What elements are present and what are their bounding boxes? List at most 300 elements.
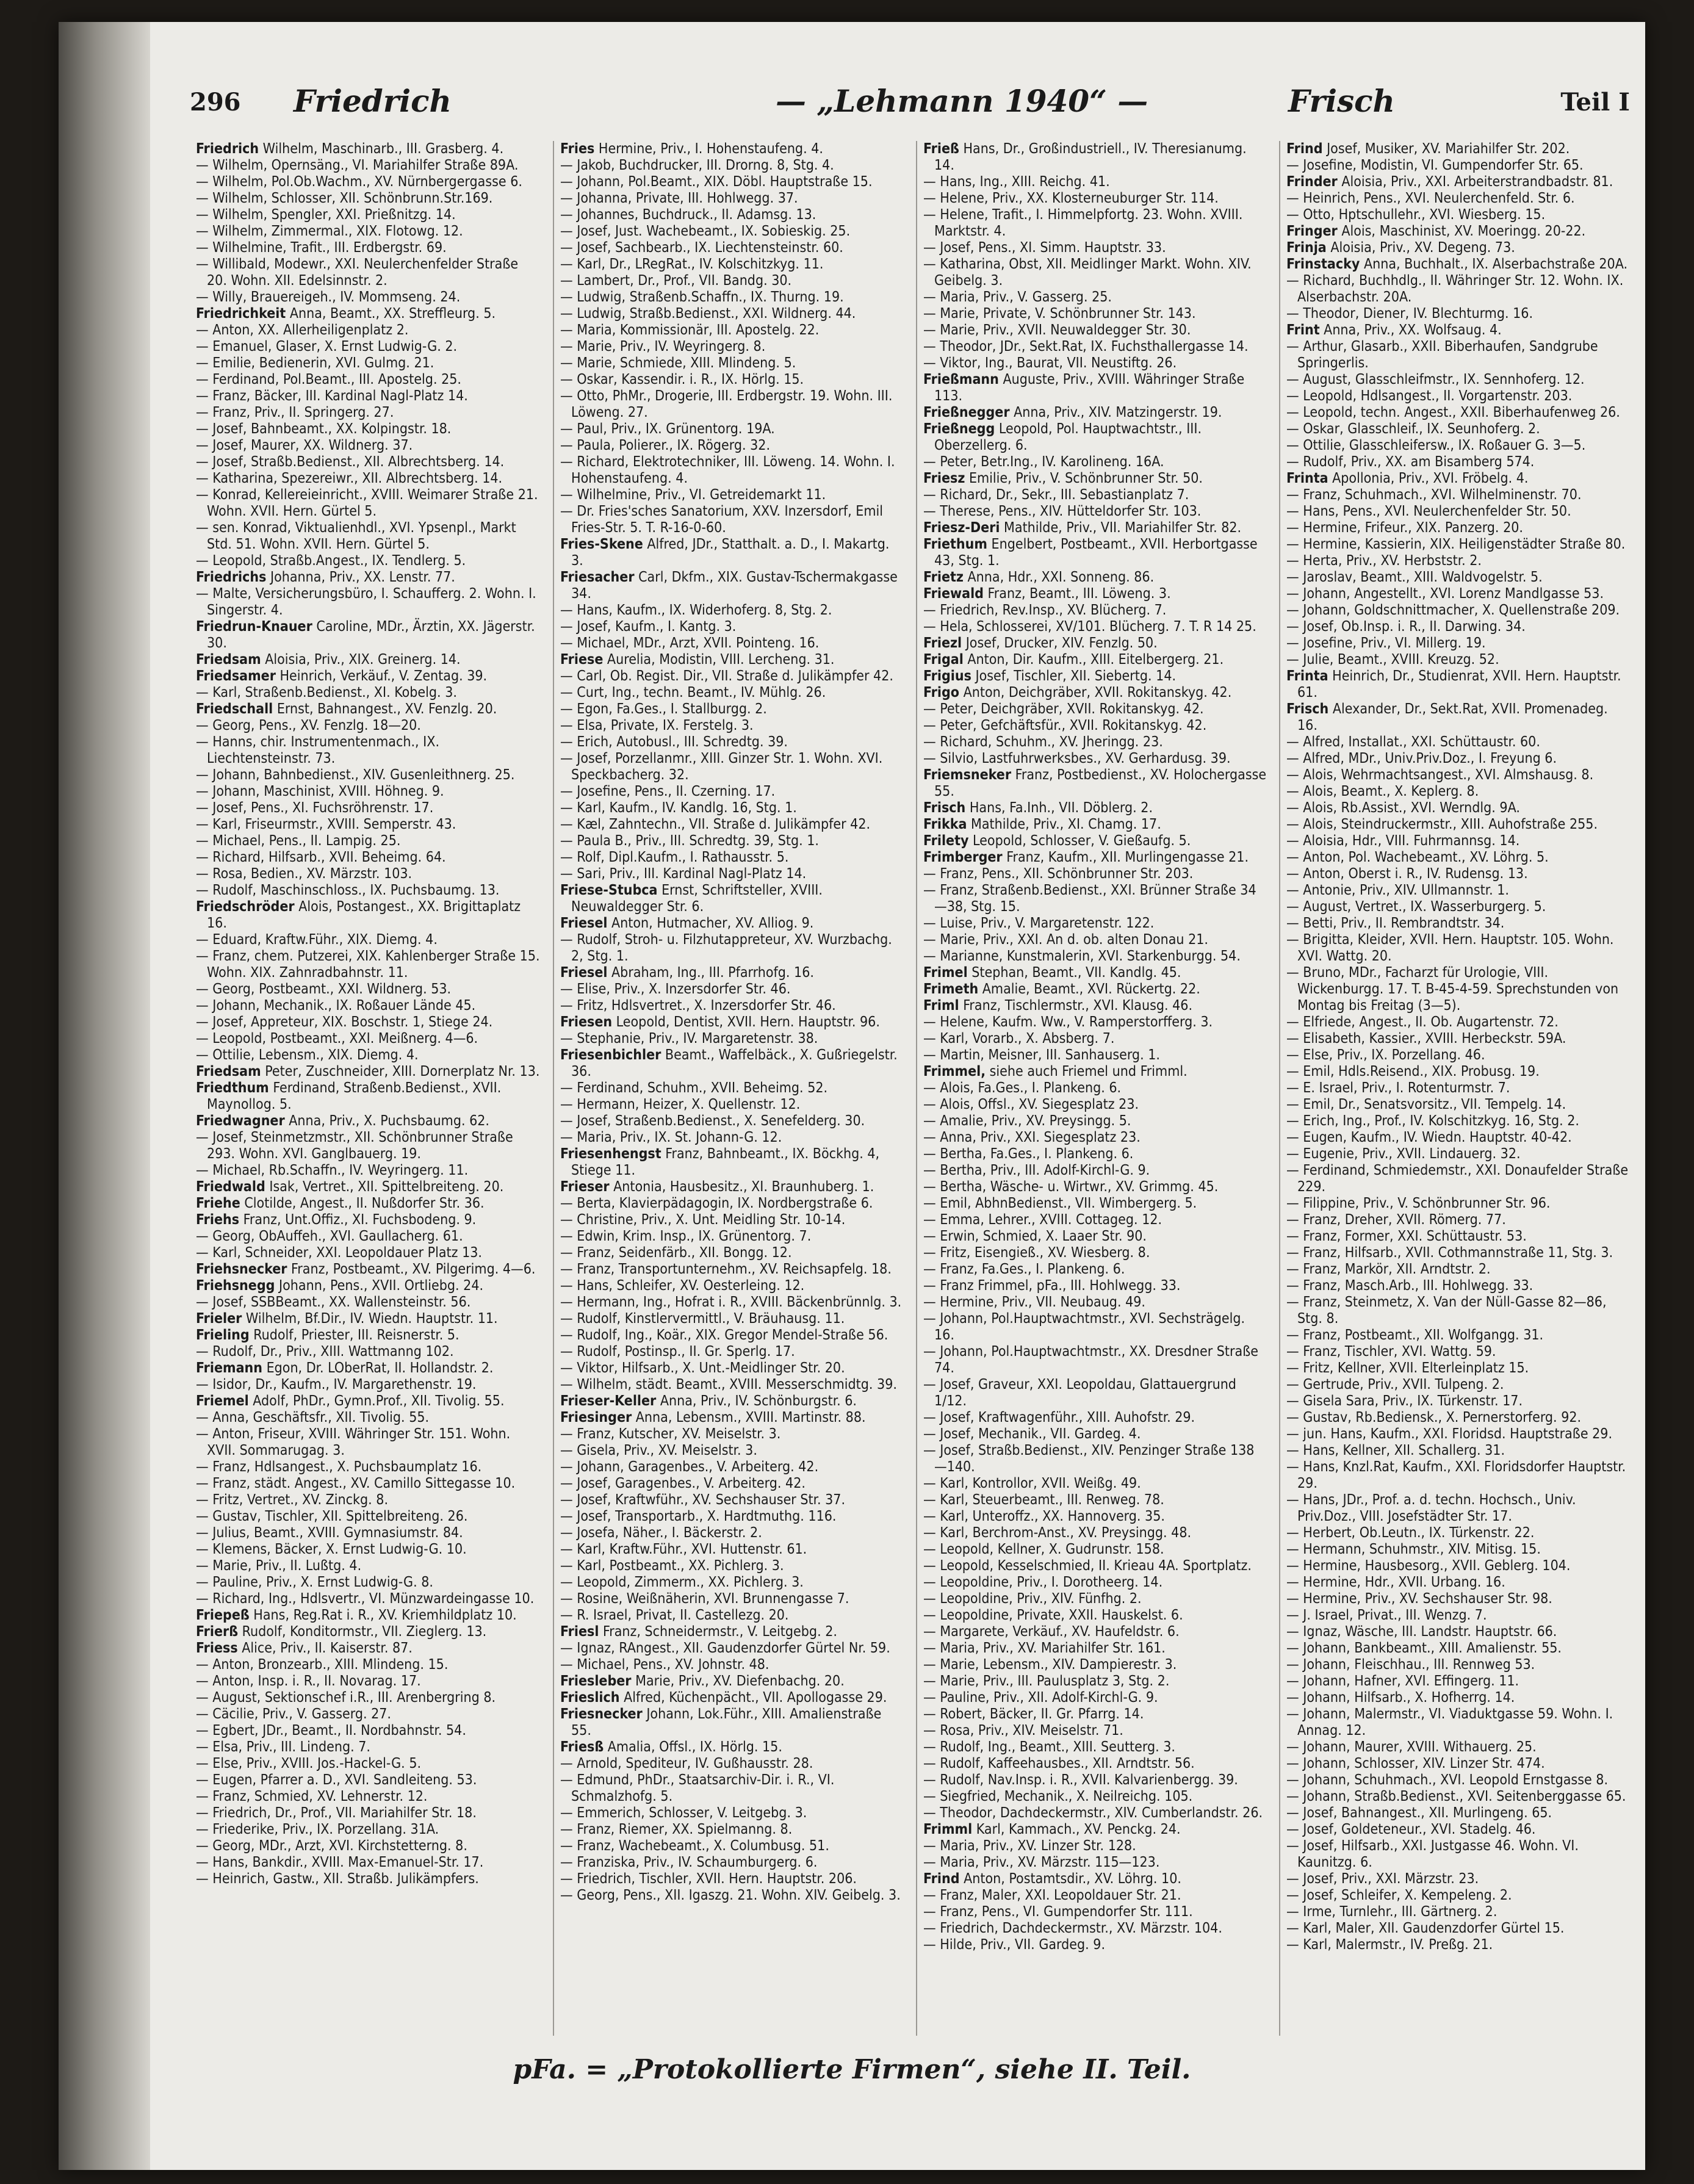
entry-surname: Frimel (923, 965, 968, 981)
entry-surname: Frieser (560, 1179, 610, 1195)
directory-entry (196, 685, 541, 701)
entry-text: Franz, Tischlermstr., XVI. Klausg. 46. (959, 998, 1193, 1014)
directory-entry (1286, 388, 1630, 405)
directory-entry (1286, 965, 1630, 1014)
entry-text: Marie, Priv., XV. Diefenbachg. 20. (631, 1673, 845, 1689)
directory-entry (196, 734, 541, 767)
directory-entry (560, 1772, 904, 1805)
directory-entry (923, 1047, 1267, 1064)
entry-text: — Richard, Schuhm., XV. Jheringg. 23. (923, 734, 1163, 750)
header-first-entry: Friedrich (294, 83, 452, 119)
entry-text: — Oskar, Kassendir. i. R., IX. Hörlg. 15. (560, 372, 804, 387)
directory-entry (923, 1838, 1267, 1854)
directory-entry (1286, 553, 1630, 569)
directory-entry (196, 553, 541, 569)
directory-entry (1286, 767, 1630, 784)
entry-text: — Aloisia, Hdr., VIII. Fuhrmannsg. 14. (1286, 833, 1520, 849)
page-number: 296 (190, 88, 241, 117)
directory-entry (560, 1887, 904, 1904)
directory-entry (1286, 1014, 1630, 1031)
entry-text: Peter, Zuschneider, XIII. Dornerplatz Nr. 13. (261, 1064, 540, 1079)
entry-surname: Frigal (923, 652, 964, 668)
entry-surname: Frießnegg (923, 421, 995, 437)
entry-text: — Luise, Priv., V. Margaretenstr. 122. (923, 915, 1155, 931)
directory-entry (196, 1195, 541, 1212)
directory-entry (560, 1377, 904, 1393)
entry-text: Josef, Musiker, XV. Mariahilfer Str. 202. (1322, 141, 1570, 157)
directory-entry (1286, 1344, 1630, 1360)
entry-text: — Josef, Hilfsarb., XXI. Justgasse 46. Wohn. VI. Kaunitzg. 6. (1286, 1838, 1579, 1870)
entry-surname: Friedrichkeit (196, 306, 286, 322)
entry-text: Anton, Hutmacher, XV. Alliog. 9. (607, 915, 814, 931)
entry-text: — Franz, Wachebeamt., X. Columbusg. 51. (560, 1838, 829, 1854)
directory-entry (196, 438, 541, 454)
entry-surname: Frimmel, (923, 1064, 986, 1079)
entry-text: — Karl, Steuerbeamt., III. Renweg. 78. (923, 1492, 1164, 1508)
entry-surname: Friesen (560, 1014, 613, 1030)
directory-entry (923, 849, 1267, 866)
entry-text: Anna, Beamt., XX. Streffleurg. 5. (286, 306, 496, 322)
entry-surname: Friesleber (560, 1673, 632, 1689)
entry-text: — Elise, Priv., X. Inzersdorfer Str. 46. (560, 981, 791, 997)
directory-entry (1286, 207, 1630, 223)
entry-surname: Friesl (560, 1624, 599, 1640)
entry-text: — Franz, Priv., II. Springerg. 27. (196, 405, 394, 420)
directory-entry (1286, 1327, 1630, 1344)
entry-text: — Egbert, JDr., Beamt., II. Nordbahnstr. 54. (196, 1723, 466, 1739)
entry-text: — Willibald, Modewr., XXI. Neulerchenfelder Straße 20. Wohn. XII. Edelsinnstr. 2. (196, 256, 519, 289)
directory-entry (560, 981, 904, 998)
directory-entry (1286, 1805, 1630, 1822)
entry-surname: Frinta (1286, 668, 1328, 684)
directory-entry (1286, 586, 1630, 602)
directory-entry (1286, 932, 1630, 965)
directory-entry (560, 1871, 904, 1887)
entry-surname: Friezl (923, 635, 962, 651)
entry-text: — Malte, Versicherungsbüro, I. Schaufferg. 2. Wohn. I. Singerstr. 4. (196, 586, 536, 618)
entry-text: — Leopold, Straßb.Angest., IX. Tendlerg. 5. (196, 553, 466, 569)
entry-text: — Klemens, Bäcker, X. Ernst Ludwig-G. 10. (196, 1541, 467, 1557)
directory-entry (560, 1195, 904, 1212)
entry-text: Anna, Priv., X. Puchsbaumg. 62. (284, 1113, 489, 1129)
entry-text: — Johann, Schuhmach., XVI. Leopold Ernstgasse 8. (1286, 1772, 1609, 1788)
directory-entry (196, 1080, 541, 1113)
entry-text: Anna, Buchhalt., IX. Alserbachstraße 20A. (1360, 256, 1628, 272)
entry-text: — Rosine, Weißnäherin, XVI. Brunnengasse 7. (560, 1591, 849, 1607)
directory-entry (196, 1657, 541, 1673)
directory-entry (196, 1014, 541, 1031)
directory-entry (923, 1723, 1267, 1739)
directory-entry (1286, 421, 1630, 438)
entry-text: Wilhelm, Bf.Dir., IV. Wiedn. Hauptstr. 11. (242, 1311, 498, 1327)
directory-entry (1286, 1640, 1630, 1657)
directory-entry (560, 1080, 904, 1097)
directory-entry (1286, 1245, 1630, 1261)
entry-text: — Jakob, Buchdrucker, III. Drorng. 8, Stg. 4. (560, 157, 834, 173)
entry-text: — Siegfried, Mechanik., X. Neilreichg. 105. (923, 1789, 1193, 1804)
entry-surname: Frieling (196, 1327, 250, 1343)
directory-entry (196, 1508, 541, 1525)
directory-entry (923, 635, 1267, 652)
entry-text: — Rolf, Dipl.Kaufm., I. Rathausstr. 5. (560, 849, 789, 865)
entry-text: Karl, Kammach., XV. Penckg. 24. (972, 1822, 1181, 1837)
entry-surname: Frinder (1286, 174, 1338, 190)
directory-entry (196, 899, 541, 932)
entry-text: — Georg, Postbeamt., XXI. Wildnerg. 53. (196, 981, 452, 997)
entry-text: — Wilhelm, städt. Beamt., XVIII. Messerschmidtg. 39. (560, 1377, 897, 1393)
entry-text: — Alois, Steindruckermstr., XIII. Auhofstraße 255. (1286, 816, 1598, 832)
entry-text: — Bertha, Wäsche- u. Wirtwr., XV. Grimmg. 45. (923, 1179, 1219, 1195)
directory-entry (923, 1014, 1267, 1031)
entry-text: Rudolf, Konditormstr., VII. Zieglerg. 13. (238, 1624, 487, 1640)
directory-entry (1286, 1162, 1630, 1195)
entry-text: — Eduard, Kraftw.Führ., XIX. Diemg. 4. (196, 932, 438, 948)
directory-entry (923, 1624, 1267, 1640)
directory-entry (1286, 1871, 1630, 1887)
entry-text: — Franz, Hilfsarb., XVII. Cothmannstraße 11, Stg. 3. (1286, 1245, 1613, 1261)
directory-entry (923, 1772, 1267, 1789)
directory-entry (560, 1541, 904, 1558)
entry-text: — Martin, Meisner, III. Sanhauserg. 1. (923, 1047, 1160, 1063)
entry-text: — Alois, Fa.Ges., I. Plankeng. 6. (923, 1080, 1122, 1096)
entry-text: Heinrich, Verkäuf., V. Zentag. 39. (275, 668, 488, 684)
directory-entry (196, 1261, 541, 1278)
entry-text: Franz, Kaufm., XII. Murlingengasse 21. (1002, 849, 1249, 865)
directory-entry (560, 273, 904, 289)
directory-entry (560, 355, 904, 372)
entry-surname: Friehe (196, 1195, 240, 1211)
entry-text: — Peter, Gefchäftsfür., XVII. Rokitanskyg. 42. (923, 718, 1207, 733)
directory-entry (196, 223, 541, 240)
directory-entry (560, 1179, 904, 1195)
entry-text: Engelbert, Postbeamt., XVII. Herbortgasse 43, Stg. 1. (934, 536, 1258, 569)
directory-entry (560, 734, 904, 751)
directory-entry (560, 932, 904, 965)
directory-entry (560, 998, 904, 1014)
directory-entry (923, 1162, 1267, 1179)
directory-entry (923, 1476, 1267, 1492)
directory-entry (923, 240, 1267, 256)
directory-entry (560, 915, 904, 932)
directory-entry (1286, 405, 1630, 421)
entry-surname: Friedsam (196, 652, 261, 668)
directory-columns (190, 141, 1636, 2036)
entry-text: — Johanna, Private, III. Hohlwegg. 37. (560, 190, 798, 206)
entry-surname: Friedrun-Knauer (196, 619, 312, 635)
entry-text: — Johann, Pol.Beamt., XIX. Döbl. Hauptstraße 15. (560, 174, 873, 190)
entry-text: — Johann, Maurer, XVIII. Withauerg. 25. (1286, 1739, 1537, 1755)
entry-text: — Karl, Friseurmstr., XVIII. Semperstr. 43. (196, 816, 456, 832)
entry-surname: Frierß (196, 1624, 239, 1640)
directory-entry (923, 520, 1267, 536)
entry-text: Adolf, PhDr., Gymn.Prof., XII. Tivolig. 55. (248, 1393, 505, 1409)
entry-text: — Peter, Betr.Ing., IV. Karolineng. 16A. (923, 454, 1164, 470)
directory-entry (196, 256, 541, 289)
entry-text: — Theodor, JDr., Sekt.Rat, IX. Fuchsthallergasse 14. (923, 339, 1249, 355)
directory-entry (560, 1624, 904, 1640)
directory-entry (560, 668, 904, 685)
entry-text: — Therese, Pens., XIV. Hütteldorfer Str. 103. (923, 503, 1202, 519)
entry-text: Anna, Priv., XIV. Matzingerstr. 19. (1009, 405, 1222, 420)
entry-surname: Frieser-Keller (560, 1393, 657, 1409)
directory-entry (560, 438, 904, 454)
entry-surname: Friedwald (196, 1179, 265, 1195)
entry-text: Ernst, Bahnangest., XV. Fenzlg. 20. (273, 701, 497, 717)
column-2 (553, 141, 910, 2036)
entry-text: — Anna, Geschäftsfr., XII. Tivolig. 55. (196, 1410, 430, 1425)
entry-text: — Rudolf, Kinstlervermittl., V. Bräuhausg. 11. (560, 1311, 845, 1327)
directory-entry (923, 1410, 1267, 1426)
entry-text: — Josef, Graveur, XXI. Leopoldau, Glattauergrund 1/12. (923, 1377, 1236, 1409)
entry-text: — Emil, Hdls.Reisend., XIX. Probusg. 19. (1286, 1064, 1540, 1079)
entry-text: — Bertha, Priv., III. Adolf-Kirchl-G. 9. (923, 1162, 1150, 1178)
directory-entry (923, 1690, 1267, 1706)
entry-text: — Viktor, Ing., Baurat, VII. Neustiftg. 26. (923, 355, 1177, 371)
directory-entry (560, 487, 904, 503)
directory-entry (1286, 619, 1630, 635)
entry-surname: Frind (1286, 141, 1323, 157)
directory-entry (1286, 1360, 1630, 1377)
header-title: — „Lehmann 1940“ — (776, 83, 1148, 119)
entry-text: — Else, Priv., IX. Porzellang. 46. (1286, 1047, 1485, 1063)
entry-text: — Georg, ObAuffeh., XVI. Gaullacherg. 61. (196, 1228, 463, 1244)
directory-entry (196, 1179, 541, 1195)
header-last-entry: Frisch (1288, 83, 1395, 119)
directory-entry (196, 1047, 541, 1064)
entry-text: — Franz, Schuhmach., XVI. Wilhelminenstr. 70. (1286, 487, 1582, 503)
directory-entry (196, 652, 541, 668)
directory-entry (560, 174, 904, 190)
entry-text: Johanna, Priv., XX. Lenstr. 77. (266, 569, 455, 585)
entry-surname: Friesinger (560, 1410, 632, 1425)
entry-text: — Michael, Pens., XV. Johnstr. 48. (560, 1657, 770, 1673)
entry-text: — Oskar, Glasschleif., IX. Seunhoferg. 2. (1286, 421, 1540, 437)
entry-text: — Franz, Pens., VI. Gumpendorfer Str. 111. (923, 1904, 1193, 1920)
entry-text: Franz, Postbeamt., XV. Pilgerimg. 4—6. (287, 1261, 536, 1277)
entry-text: — Karl, Dr., LRegRat., IV. Kolschitzkyg. 11. (560, 256, 824, 272)
entry-text: — Heinrich, Pens., XVI. Neulerchenfeld. Str. 6. (1286, 190, 1575, 206)
directory-entry (923, 1097, 1267, 1113)
directory-entry (923, 1904, 1267, 1920)
directory-entry (923, 1508, 1267, 1525)
entry-text: — J. Israel, Privat., III. Wenzg. 7. (1286, 1607, 1487, 1623)
directory-entry (196, 1393, 541, 1410)
directory-entry (1286, 1212, 1630, 1228)
entry-text: — R. Israel, Privat, II. Castellezg. 20. (560, 1607, 789, 1623)
directory-entry (560, 240, 904, 256)
directory-entry (196, 339, 541, 355)
entry-text: — Johann, Malermstr., VI. Viaduktgasse 59. Wohn. I. Annag. 12. (1286, 1706, 1613, 1739)
directory-entry (1286, 1657, 1630, 1673)
directory-entry (560, 1525, 904, 1541)
directory-entry (560, 339, 904, 355)
entry-text: — Otto, PhMr., Drogerie, III. Erdbergstr. 19. Wohn. III. Löweng. 27. (560, 388, 893, 420)
directory-entry (560, 289, 904, 306)
entry-text: — Josef, Steinmetzmstr., XII. Schönbrunner Straße 293. Wohn. XVI. Ganglbauerg. 19. (196, 1130, 513, 1162)
directory-entry (1286, 372, 1630, 388)
entry-text: — Gustav, Rb.Bediensk., X. Pernerstorferg. 92. (1286, 1410, 1582, 1425)
directory-entry (560, 1657, 904, 1673)
directory-entry (923, 668, 1267, 685)
directory-entry (923, 1673, 1267, 1690)
directory-entry (923, 1558, 1267, 1574)
directory-entry (1286, 734, 1630, 751)
directory-entry (560, 322, 904, 339)
entry-text: Hermine, Priv., I. Hohenstaufeng. 4. (594, 141, 823, 157)
directory-entry (923, 1294, 1267, 1311)
entry-text: — Kæl, Zahntechn., VII. Straße d. Julikämpfer 42. (560, 816, 871, 832)
directory-entry (560, 1130, 904, 1146)
entry-text: Amalia, Offsl., IX. Hörlg. 15. (604, 1739, 782, 1755)
directory-entry (196, 157, 541, 174)
directory-entry (560, 1311, 904, 1327)
directory-entry (560, 421, 904, 438)
directory-entry (923, 306, 1267, 322)
entry-text: — Paula B., Priv., III. Schredtg. 39, Stg. 1. (560, 833, 819, 849)
directory-entry (560, 223, 904, 240)
entry-text: — Franz, Riemer, XX. Spielmanng. 8. (560, 1822, 793, 1837)
entry-surname: Frigius (923, 668, 971, 684)
entry-text: — Josef, Pens., XI. Fuchsröhrenstr. 17. (196, 800, 434, 816)
directory-entry (560, 1031, 904, 1047)
entry-text: Anna, Priv., IV. Schönburgstr. 6. (656, 1393, 857, 1409)
directory-entry (923, 1443, 1267, 1476)
entry-text: — Josef, Bahnbeamt., XX. Kolpingstr. 18. (196, 421, 452, 437)
directory-entry (560, 1245, 904, 1261)
entry-text: Franz, Unt.Offiz., XI. Fuchsbodeng. 9. (239, 1212, 477, 1228)
entry-text: — Josef, Pens., XI. Simm. Hauptstr. 33. (923, 240, 1166, 256)
entry-text: — Maria, Kommissionär, III. Apostelg. 22. (560, 322, 820, 338)
directory-entry (1286, 1756, 1630, 1772)
entry-text: — Josef, Mechanik., VII. Gardeg. 4. (923, 1426, 1141, 1442)
directory-entry (1286, 1492, 1630, 1525)
directory-entry (196, 1805, 541, 1822)
directory-entry (560, 652, 904, 668)
directory-entry (1286, 1525, 1630, 1541)
entry-text: — Robert, Bäcker, II. Gr. Pfarrg. 14. (923, 1706, 1144, 1722)
directory-entry (923, 602, 1267, 619)
directory-entry (196, 421, 541, 438)
entry-text: — Viktor, Hilfsarb., X. Unt.-Meidlinger Str. 20. (560, 1360, 845, 1376)
entry-surname: Friesenbichler (560, 1047, 661, 1063)
entry-text: Antonia, Hausbesitz., XI. Braunhuberg. 1. (609, 1179, 874, 1195)
entry-text: — Helene, Trafit., I. Himmelpfortg. 23. Wohn. XVIII. Marktstr. 4. (923, 207, 1243, 239)
entry-text: — Carl, Ob. Regist. Dir., VII. Straße d. Julikämpfer 42. (560, 668, 893, 684)
entry-surname: Frikka (923, 816, 967, 832)
entry-surname: Friemann (196, 1360, 262, 1376)
directory-entry (196, 1624, 541, 1640)
entry-text: — Marie, Priv., II. Lußtg. 4. (196, 1558, 362, 1574)
entry-surname: Friml (923, 998, 959, 1014)
directory-entry (196, 1492, 541, 1508)
entry-text: — Franz Frimmel, pFa., III. Hohlwegg. 33. (923, 1278, 1181, 1294)
entry-text: — sen. Konrad, Viktualienhdl., XVI. Ypsenpl., Markt Std. 51. Wohn. XVII. Hern. Gürtel 5. (196, 520, 516, 552)
entry-text: — Josef, Garagenbes., V. Arbeiterg. 42. (560, 1476, 806, 1491)
entry-text: Anna, Priv., XX. Wolfsaug. 4. (1319, 322, 1502, 338)
entry-text: Franz, Beamt., III. Löweng. 3. (983, 586, 1171, 602)
entry-text: — Karl, Kraftw.Führ., XVI. Huttenstr. 61. (560, 1541, 807, 1557)
directory-entry (196, 1541, 541, 1558)
entry-text: — Hanns, chir. Instrumentenmach., IX. Liechtensteinstr. 73. (196, 734, 440, 766)
page-footer-note: pFa. = „Protokollierte Firmen“, siehe II. Teil. (513, 2054, 1191, 2085)
entry-text: — Eugenie, Priv., XVII. Lindauerg. 32. (1286, 1146, 1521, 1162)
entry-text: Rudolf, Priester, III. Reisnerstr. 5. (249, 1327, 460, 1343)
entry-text: — Isidor, Dr., Kaufm., IV. Margarethenstr. 19. (196, 1377, 477, 1393)
entry-surname: Friesnecker (560, 1706, 643, 1722)
directory-entry (923, 965, 1267, 981)
directory-entry (560, 882, 904, 915)
entry-text: — Johann, Schlosser, XIV. Linzer Str. 474. (1286, 1756, 1545, 1771)
directory-entry (560, 536, 904, 569)
directory-entry (1286, 1624, 1630, 1640)
directory-entry (1286, 652, 1630, 668)
directory-entry (560, 718, 904, 734)
entry-text: — Johann, Angestellt., XVI. Lorenz Mandlgasse 53. (1286, 586, 1604, 602)
directory-entry (1286, 1904, 1630, 1920)
entry-text: — Franz, Hdlsangest., X. Puchsbaumplatz 16. (196, 1459, 482, 1475)
entry-text: — Hermine, Priv., VII. Neubaug. 49. (923, 1294, 1145, 1310)
directory-entry (196, 1311, 541, 1327)
entry-text: Johann, Pens., XVII. Ortliebg. 24. (275, 1278, 484, 1294)
entry-text: — Gustav, Tischler, XII. Spittelbreiteng. 26. (196, 1508, 468, 1524)
entry-text: — Herta, Priv., XV. Herbststr. 2. (1286, 553, 1482, 569)
entry-text: — Marie, Priv., XXI. An d. ob. alten Donau 21. (923, 932, 1208, 948)
directory-entry (196, 1327, 541, 1344)
entry-text: — Josef, Kraftwführ., XV. Sechshauser Str. 37. (560, 1492, 846, 1508)
entry-surname: Frinta (1286, 470, 1328, 486)
directory-entry (196, 767, 541, 784)
entry-text: — Ottilie, Glasschleifersw., IX. Roßauer G. 3—5. (1286, 438, 1586, 453)
directory-entry (1286, 174, 1630, 190)
entry-text: — Johann, Mechanik., IX. Roßauer Lände 45. (196, 998, 476, 1014)
directory-entry (1286, 882, 1630, 899)
directory-entry (560, 1690, 904, 1706)
directory-entry (196, 1739, 541, 1756)
entry-text: — Josefine, Pens., II. Czerning. 17. (560, 784, 776, 799)
directory-entry (1286, 915, 1630, 932)
entry-text: — Hermine, Kassierin, XIX. Heiligenstädter Straße 80. (1286, 536, 1626, 552)
directory-entry (196, 388, 541, 405)
entry-text: — Karl, Straßenb.Bedienst., XI. Kobelg. 3. (196, 685, 457, 701)
entry-text: — Josef, Porzellanmr., XIII. Ginzer Str. 1. Wohn. XVI. Speckbacherg. 32. (560, 751, 883, 783)
entry-surname: Friese (560, 652, 604, 668)
directory-entry (923, 1228, 1267, 1245)
directory-entry (1286, 503, 1630, 520)
entry-surname: Friedsamer (196, 668, 276, 684)
directory-entry (1286, 1113, 1630, 1130)
directory-entry (560, 816, 904, 833)
entry-text: Anna, Lebensm., XVIII. Martinstr. 88. (632, 1410, 866, 1425)
entry-text: — Fritz, Kellner, XVII. Elterleinplatz 15. (1286, 1360, 1529, 1376)
entry-text: — Gisela Sara, Priv., IX. Türkenstr. 17. (1286, 1393, 1523, 1409)
directory-entry (923, 816, 1267, 833)
entry-text: — Johann, Fleischhau., III. Rennweg 53. (1286, 1657, 1535, 1673)
directory-entry (1286, 1080, 1630, 1097)
entry-text: — Johann, Pol.Hauptwachtmstr., XX. Dresdner Straße 74. (923, 1344, 1258, 1376)
entry-text: — Franz, Kutscher, XV. Meiselstr. 3. (560, 1426, 781, 1442)
directory-entry (560, 1706, 904, 1739)
entry-text: — Wilhelm, Opernsäng., VI. Mariahilfer Straße 89A. (196, 157, 519, 173)
entry-text: — Rosa, Priv., XIV. Meiselstr. 71. (923, 1723, 1123, 1739)
entry-text: — Hermann, Ing., Hofrat i. R., XVIII. Bäckenbrünnlg. 3. (560, 1294, 902, 1310)
entry-text: — Rudolf, Priv., XX. am Bisamberg 574. (1286, 454, 1535, 470)
entry-text: — Franz, Straßenb.Bedienst., XXI. Brünner Straße 34—38, Stg. 15. (923, 882, 1256, 915)
entry-text: — Anton, XX. Allerheiligenplatz 2. (196, 322, 409, 338)
directory-entry (560, 141, 904, 157)
directory-entry (923, 1080, 1267, 1097)
entry-text: — Rudolf, Ing., Koär., XIX. Gregor Mendel-Straße 56. (560, 1327, 888, 1343)
directory-entry (196, 833, 541, 849)
